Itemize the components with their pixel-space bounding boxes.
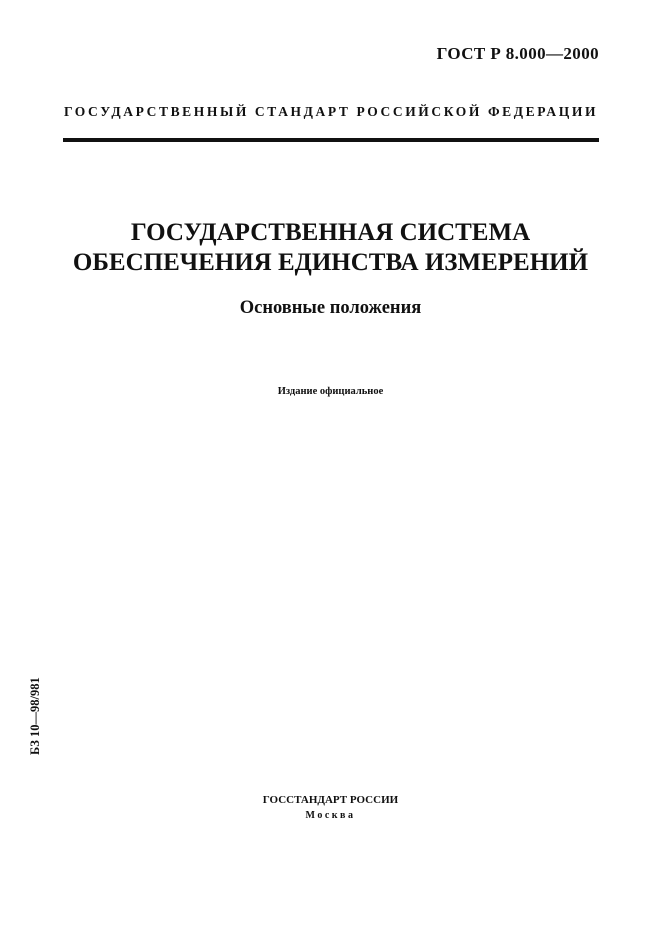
title-line-2: ОБЕСПЕЧЕНИЯ ЕДИНСТВА ИЗМЕРЕНИЙ (72, 249, 589, 276)
publisher: ГОССТАНДАРТ РОССИИ (262, 794, 399, 806)
header-line: ГОСУДАРСТВЕННЫЙ СТАНДАРТ РОССИЙСКОЙ ФЕДЕРАЦИИ (63, 104, 599, 119)
city: Москва (305, 810, 356, 821)
edition-label: Издание официальное (277, 386, 384, 397)
title-line-1: ГОСУДАРСТВЕННАЯ СИСТЕМА (130, 219, 531, 246)
header-rule (63, 138, 599, 142)
subtitle: Основные положения (239, 298, 422, 318)
side-code: БЗ 10—98/981 (28, 677, 42, 755)
standard-number: ГОСТ Р 8.000—2000 (436, 44, 599, 63)
main-title (0, 218, 661, 278)
